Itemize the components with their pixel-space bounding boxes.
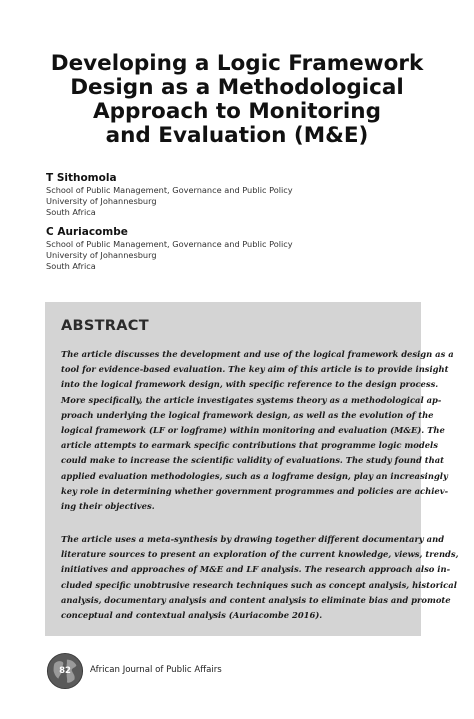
abstract-line: cluded specific unobtrusive research techniques such as concept analysis, historical bbox=[61, 579, 457, 590]
affiliation-line: South Africa bbox=[46, 261, 96, 271]
title-line: and Evaluation (M&E) bbox=[105, 123, 369, 148]
author-2 bbox=[46, 226, 293, 272]
page-title bbox=[30, 52, 444, 148]
abstract-line: The article discusses the development and use of the logical framework design as a bbox=[61, 349, 454, 359]
abstract-line: The article uses a meta-synthesis by drawing together different documentary and bbox=[61, 534, 445, 544]
title-line: Approach to Monitoring bbox=[93, 99, 381, 124]
author-1 bbox=[46, 172, 293, 218]
affiliation-line: School of Public Management, Governance and Public Policy bbox=[46, 185, 293, 195]
author-name: C Auriacombe bbox=[46, 226, 128, 238]
affiliation-line: School of Public Management, Governance and Public Policy bbox=[46, 239, 293, 249]
affiliation-line: University of Johannesburg bbox=[46, 196, 157, 206]
abstract-line: article attempts to earmark specific contributions that programme logic models bbox=[61, 440, 438, 451]
affiliation-line: South Africa bbox=[46, 207, 96, 217]
affiliation-line: University of Johannesburg bbox=[46, 250, 157, 260]
title-line: Developing a Logic Framework bbox=[50, 51, 424, 76]
page-number: 82 bbox=[59, 666, 71, 676]
abstract-line: More specifically, the article investigates systems theory as a methodological ap- bbox=[61, 394, 442, 405]
abstract-line: tool for evidence-based evaluation. The key aim of this article is to provide insight bbox=[61, 364, 449, 375]
abstract-line: applied evaluation methodologies, such as a logframe design, play an increasingly bbox=[61, 470, 448, 481]
abstract-paragraph-2 bbox=[61, 532, 459, 623]
abstract-line: logical framework (LF or logframe) within monitoring and evaluation (M&E). The bbox=[61, 425, 445, 436]
authors-block bbox=[46, 172, 293, 280]
abstract-line: analysis, documentary analysis and content analysis to eliminate bias and promote bbox=[61, 594, 451, 605]
abstract-line: proach underlying the logical framework design, as well as the evolution of the bbox=[61, 409, 434, 420]
abstract-paragraph-1 bbox=[61, 347, 454, 514]
journal-name: African Journal of Public Affairs bbox=[90, 665, 222, 675]
abstract-line: initiatives and approaches of M&E and LF analysis. The research approach also in- bbox=[61, 564, 451, 575]
abstract-line: conceptual and contextual analysis (Auriacombe 2016). bbox=[61, 610, 323, 621]
abstract-line: key role in determining whether government programmes and policies are achiev- bbox=[61, 485, 449, 496]
abstract-line: literature sources to present an exploration of the current knowledge, views, trends, bbox=[61, 549, 459, 560]
author-name: T Sithomola bbox=[46, 172, 117, 184]
abstract-line: ing their objectives. bbox=[61, 501, 155, 512]
abstract-line: into the logical framework design, with specific reference to the design process. bbox=[61, 379, 439, 390]
abstract-line: could make to increase the scientific validity of evaluations. The study found that bbox=[61, 455, 445, 466]
abstract-box bbox=[45, 302, 459, 636]
abstract-heading: ABSTRACT bbox=[61, 318, 149, 334]
title-line: Design as a Methodological bbox=[70, 75, 404, 100]
